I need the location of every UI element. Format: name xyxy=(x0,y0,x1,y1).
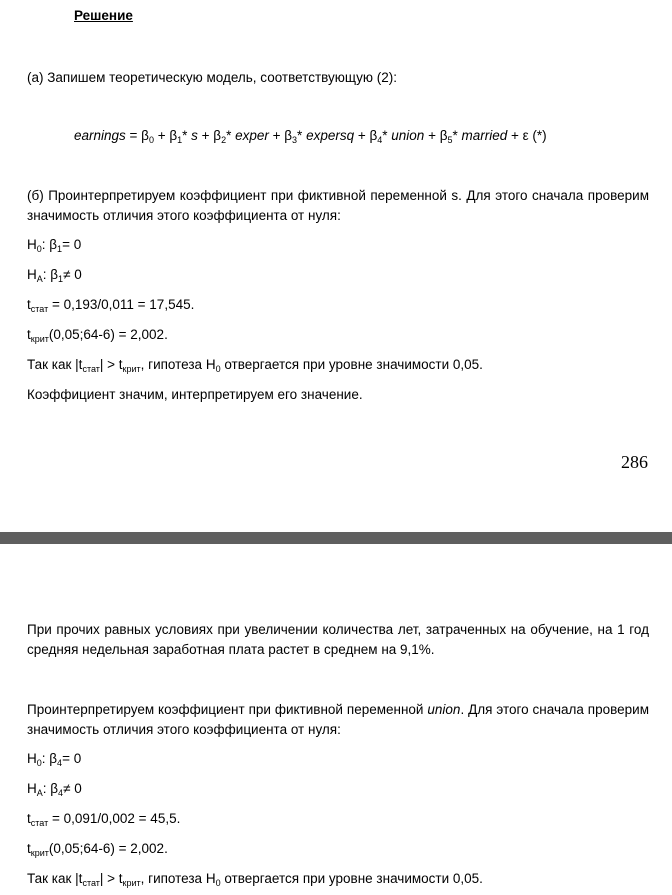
text: : β xyxy=(42,267,59,282)
formula-lhs: earnings xyxy=(74,128,126,143)
union-var: union xyxy=(427,702,461,717)
text: t xyxy=(27,297,31,312)
text: , гипотеза H xyxy=(140,871,216,886)
text: H xyxy=(27,237,37,252)
part-b-paragraph: (б) Проинтерпретируем коэффициент при фиктивной переменной s. Для этого сначала проверим значимость отличия этого коэффициента от нуля: xyxy=(27,188,649,223)
text: H xyxy=(27,267,37,282)
text: : β xyxy=(41,237,58,252)
t-stat-line xyxy=(27,296,194,314)
document-page-2 xyxy=(0,544,672,895)
formula-text: * xyxy=(382,128,392,143)
text: : β xyxy=(41,751,58,766)
page-separator xyxy=(0,532,672,544)
formula-text: * xyxy=(182,128,192,143)
model-formula xyxy=(74,127,547,145)
formula-var: exper xyxy=(235,128,269,143)
formula-text: + β xyxy=(197,128,222,143)
text: t xyxy=(27,811,31,826)
null-hypothesis xyxy=(27,236,81,254)
formula-sub: 2 xyxy=(221,135,227,145)
formula-var: married xyxy=(461,128,508,143)
formula-text: = β xyxy=(125,128,149,143)
formula-var: s xyxy=(191,128,198,143)
text: отвергается при уровне значимости 0,05. xyxy=(220,871,483,886)
text: : β xyxy=(42,781,59,796)
since-line-2 xyxy=(27,870,483,888)
null-hypothesis-2 xyxy=(27,750,81,768)
interpretation-paragraph: При прочих равных условиях при увеличении количества лет, затраченных на обучение, на 1 год средняя недельная заработная плата растет в среднем на 9,1%. xyxy=(27,622,649,657)
sub: крит xyxy=(122,878,141,888)
text: (0,05;64-6) = 2,002. xyxy=(48,841,168,856)
sub: A xyxy=(36,274,43,284)
part-a-line: (а) Запишем теоретическую модель, соответствующую (2): xyxy=(27,70,398,85)
formula-sub: 1 xyxy=(177,135,183,145)
sub: стат xyxy=(82,364,100,374)
text: отвергается при уровне значимости 0,05. xyxy=(220,357,483,372)
sub: крит xyxy=(30,848,49,858)
union-paragraph xyxy=(27,700,649,740)
sub: 0 xyxy=(36,758,42,768)
solution-title: Решение xyxy=(74,8,133,23)
sub: 0 xyxy=(215,878,221,888)
text: . Для этого сначала проверим значимость отличия этого коэффициента от нуля: xyxy=(27,702,649,737)
t-crit-line-2 xyxy=(27,840,168,858)
text: , гипотеза H xyxy=(140,357,216,372)
sub: стат xyxy=(30,304,49,314)
text: ≠ 0 xyxy=(63,267,82,282)
text: | > t xyxy=(99,871,123,886)
sub: 0 xyxy=(215,364,221,374)
sub: стат xyxy=(82,878,100,888)
formula-text: + β xyxy=(153,128,178,143)
text: = 0 xyxy=(62,237,82,252)
text: H xyxy=(27,751,37,766)
formula-text: + β xyxy=(268,128,293,143)
sub: крит xyxy=(30,334,49,344)
sub: 1 xyxy=(57,244,63,254)
formula-text: + ε (*) xyxy=(507,128,547,143)
text: Так как |t xyxy=(27,357,83,372)
text: Так как |t xyxy=(27,871,83,886)
sub: A xyxy=(36,788,43,798)
formula-text: + β xyxy=(424,128,448,143)
formula-text: * xyxy=(226,128,236,143)
formula-sub: 3 xyxy=(292,135,298,145)
alt-hypothesis-2 xyxy=(27,780,82,798)
formula-text: * xyxy=(452,128,462,143)
sub: стат xyxy=(30,818,49,828)
alt-hypothesis xyxy=(27,266,82,284)
page-number: 286 xyxy=(621,452,648,472)
conclusion-line: Коэффициент значим, интерпретируем его значение. xyxy=(27,387,363,402)
formula-sub: 5 xyxy=(447,135,453,145)
sub: крит xyxy=(122,364,141,374)
text: = 0,091/0,002 = 45,5. xyxy=(48,811,181,826)
since-line xyxy=(27,356,483,374)
sub: 4 xyxy=(58,788,64,798)
sub: 1 xyxy=(58,274,64,284)
formula-var: union xyxy=(391,128,425,143)
text: ≠ 0 xyxy=(63,781,82,796)
formula-text: * xyxy=(297,128,307,143)
text: | > t xyxy=(99,357,123,372)
formula-var: expersq xyxy=(306,128,355,143)
text: H xyxy=(27,781,37,796)
sub: 4 xyxy=(57,758,63,768)
text: t xyxy=(27,327,31,342)
formula-text: + β xyxy=(354,128,378,143)
t-stat-line-2 xyxy=(27,810,180,828)
formula-sub: 4 xyxy=(377,135,383,145)
t-crit-line xyxy=(27,326,168,344)
text: = 0,193/0,011 = 17,545. xyxy=(48,297,195,312)
text: = 0 xyxy=(62,751,82,766)
text: t xyxy=(27,841,31,856)
text: (0,05;64-6) = 2,002. xyxy=(48,327,168,342)
text: Проинтерпретируем коэффициент при фиктивной переменной xyxy=(27,702,428,717)
formula-sub: 0 xyxy=(148,135,154,145)
sub: 0 xyxy=(36,244,42,254)
